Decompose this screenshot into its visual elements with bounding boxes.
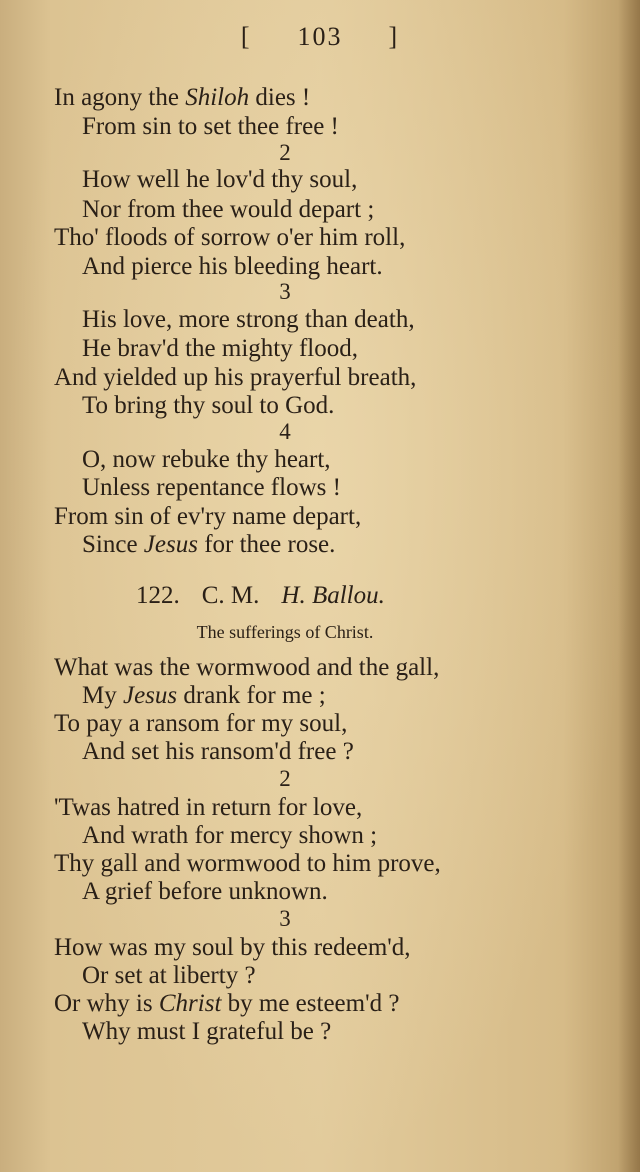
header-bracket-left: [ (240, 22, 252, 51)
verse-line: Why must I grateful be ? (82, 1018, 332, 1045)
verse-line: Tho' floods of sorrow o'er him roll, (54, 224, 406, 251)
verse-line: Or set at liberty ? (82, 962, 256, 989)
verse-line: He brav'd the mighty flood, (82, 335, 358, 362)
verse-line: In agony the Shiloh dies ! (54, 84, 311, 111)
page-number: 103 (297, 22, 343, 51)
verse-line: To bring thy soul to God. (82, 392, 335, 419)
verse-line: His love, more strong than death, (82, 306, 415, 333)
hymn-number: 122. (136, 582, 180, 609)
verse-line: To pay a ransom for my soul, (54, 710, 348, 737)
verse-line: And pierce his bleeding heart. (82, 253, 383, 280)
verse-line: A grief before unknown. (82, 878, 328, 905)
verse-line: My Jesus drank for me ; (82, 682, 326, 709)
verse-number: 3 (279, 906, 291, 931)
verse-number: 2 (279, 766, 291, 791)
verse-line: 'Twas hatred in return for love, (54, 794, 363, 821)
verse-line: And set his ransom'd free ? (82, 738, 354, 765)
verse-line: Unless repentance flows ! (82, 474, 341, 501)
verse-line: How was my soul by this redeem'd, (54, 934, 411, 961)
verse-line: And wrath for mercy shown ; (82, 822, 378, 849)
verse-line: From sin of ev'ry name depart, (54, 503, 362, 530)
hymn-meter: C. M. (201, 582, 260, 609)
verse-line: Since Jesus for thee rose. (82, 531, 336, 558)
verse-line: Or why is Christ by me esteem'd ? (54, 990, 400, 1017)
verse-number: 4 (279, 419, 291, 444)
verse-line: And yielded up his prayerful breath, (54, 364, 417, 391)
hymn-title: The sufferings of Christ. (196, 622, 374, 642)
verse-line: O, now rebuke thy heart, (82, 446, 331, 473)
hymn-heading (136, 582, 385, 610)
header-bracket-right: ] (388, 22, 400, 51)
page-edge-shadow (618, 0, 640, 1172)
verse-line: What was the wormwood and the gall, (54, 654, 440, 681)
hymn-author: H. Ballou. (281, 582, 385, 609)
page-header (0, 22, 640, 52)
verse-line: Nor from thee would depart ; (82, 196, 375, 223)
verse-line: From sin to set thee free ! (82, 113, 339, 140)
verse-number: 3 (279, 279, 291, 304)
verse-number: 2 (279, 140, 291, 165)
verse-line: Thy gall and wormwood to him prove, (54, 850, 441, 877)
verse-line: How well he lov'd thy soul, (82, 166, 358, 193)
